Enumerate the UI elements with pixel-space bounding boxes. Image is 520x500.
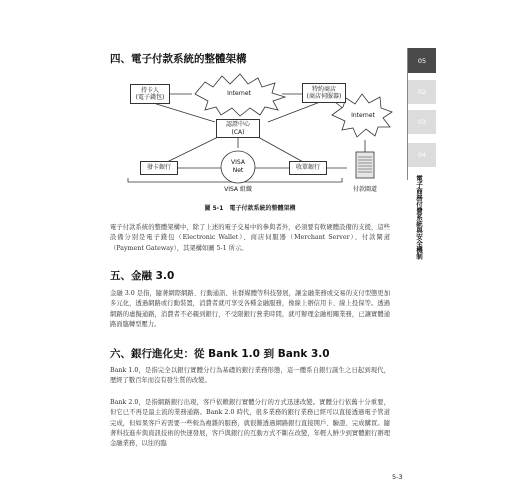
- visanet-label: [223, 159, 253, 174]
- paragraph-finance-3: 金融 3.0 是指，隨著網際網路、行動通訊、社群媒體等科技發展，讓金融業務或交易的支付型態更加多元化，透過網路或行動裝置，消費者就可享受各種金融服務，像線上辦信用卡、線上投保等。透過網路的虛擬通路，消費者不必親到銀行，不受限銀行營業時間，就可辦理金融相關業務，已讓實體通路面臨轉型壓力。: [110, 290, 390, 328]
- figure-caption: 圖 5-1 電子付款系統的整體架構: [204, 205, 296, 212]
- paragraph-bank-1: Bank 1.0，是指完全以銀行實體分行為基礎的銀行業務形態，這一體系自銀行誕生之日起到現代，歷經了數百年而沒有發生質的改變。: [110, 367, 390, 385]
- page-number: 5-3: [392, 473, 403, 481]
- merchant-label-1: 特約商店: [311, 85, 336, 93]
- cardholder-label-1: 持卡人: [140, 86, 159, 94]
- chapter-title-vertical: 電子商務付費系統與安全機制: [415, 175, 423, 260]
- chapter-tab-05: 05: [408, 48, 436, 73]
- payment-gateway-label: 付款閘道: [352, 186, 377, 193]
- issuer-bank-box: [140, 161, 178, 175]
- visanet-label-2: Net: [232, 166, 244, 174]
- visa-org-label: VISA 組織: [224, 186, 252, 193]
- server-icon: [356, 152, 374, 178]
- cardholder-box: [130, 84, 170, 104]
- payment-architecture-diagram: [110, 70, 395, 200]
- ca-box: [216, 119, 260, 138]
- ca-label-1: 認證中心: [225, 121, 250, 128]
- ca-label-2: (CA): [231, 128, 245, 136]
- chapter-tab-02: 02: [408, 80, 436, 104]
- paragraph-bank-2: Bank 2.0，是指網路銀行出現，客戶依賴銀行實體分行的方式迅速改變。實體分行依舊十分重要，但它已不再是最主流的業務通路。Bank 2.0 時代，很多業務的銀行業務已經可以直接透過電子管道完成，但如果客戶若需要一些較為複雜的服務，就很難透過網路銀行直接開戶、驗證、完成購買。隨著科技進步與資訊技術的快速發展，客戶與銀行的互動方式不斷在改變，年輕人鮮少到實體銀行辦理金融業務，以往的臨: [110, 399, 390, 448]
- chapter-tab-03: 03: [408, 110, 436, 134]
- acquirer-bank-box: [289, 161, 327, 175]
- merchant-box: [302, 83, 346, 103]
- merchant-label-2: (商店伺服器): [306, 93, 342, 100]
- chapter-tab-04: 04: [408, 143, 436, 167]
- paragraph-architecture: 電子付款系統的整體架構中，除了上述的電子交易中的參與者外，必須要有軟硬體設備的支援，這些設備分別是電子錢包（Electronic Wallet）、商店伺服器（Merchant Server）、付款閘道（Payment Gateway），其架構如圖 5-1 所示。: [110, 224, 390, 252]
- internet-right-label: Internet: [351, 112, 375, 119]
- acquirer-bank-label: 收單銀行: [295, 164, 320, 172]
- visanet-label-1: VISA: [231, 159, 245, 166]
- internet-left-label: Internet: [227, 90, 251, 97]
- issuer-bank-label: 發卡銀行: [146, 164, 171, 172]
- section-heading-6: 六、銀行進化史：從 Bank 1.0 到 Bank 3.0: [110, 348, 330, 360]
- cardholder-label-2: (電子錢包): [135, 94, 165, 101]
- section-heading-5: 五、金融 3.0: [110, 270, 175, 282]
- section-heading-4: 四、電子付款系統的整體架構: [110, 53, 247, 65]
